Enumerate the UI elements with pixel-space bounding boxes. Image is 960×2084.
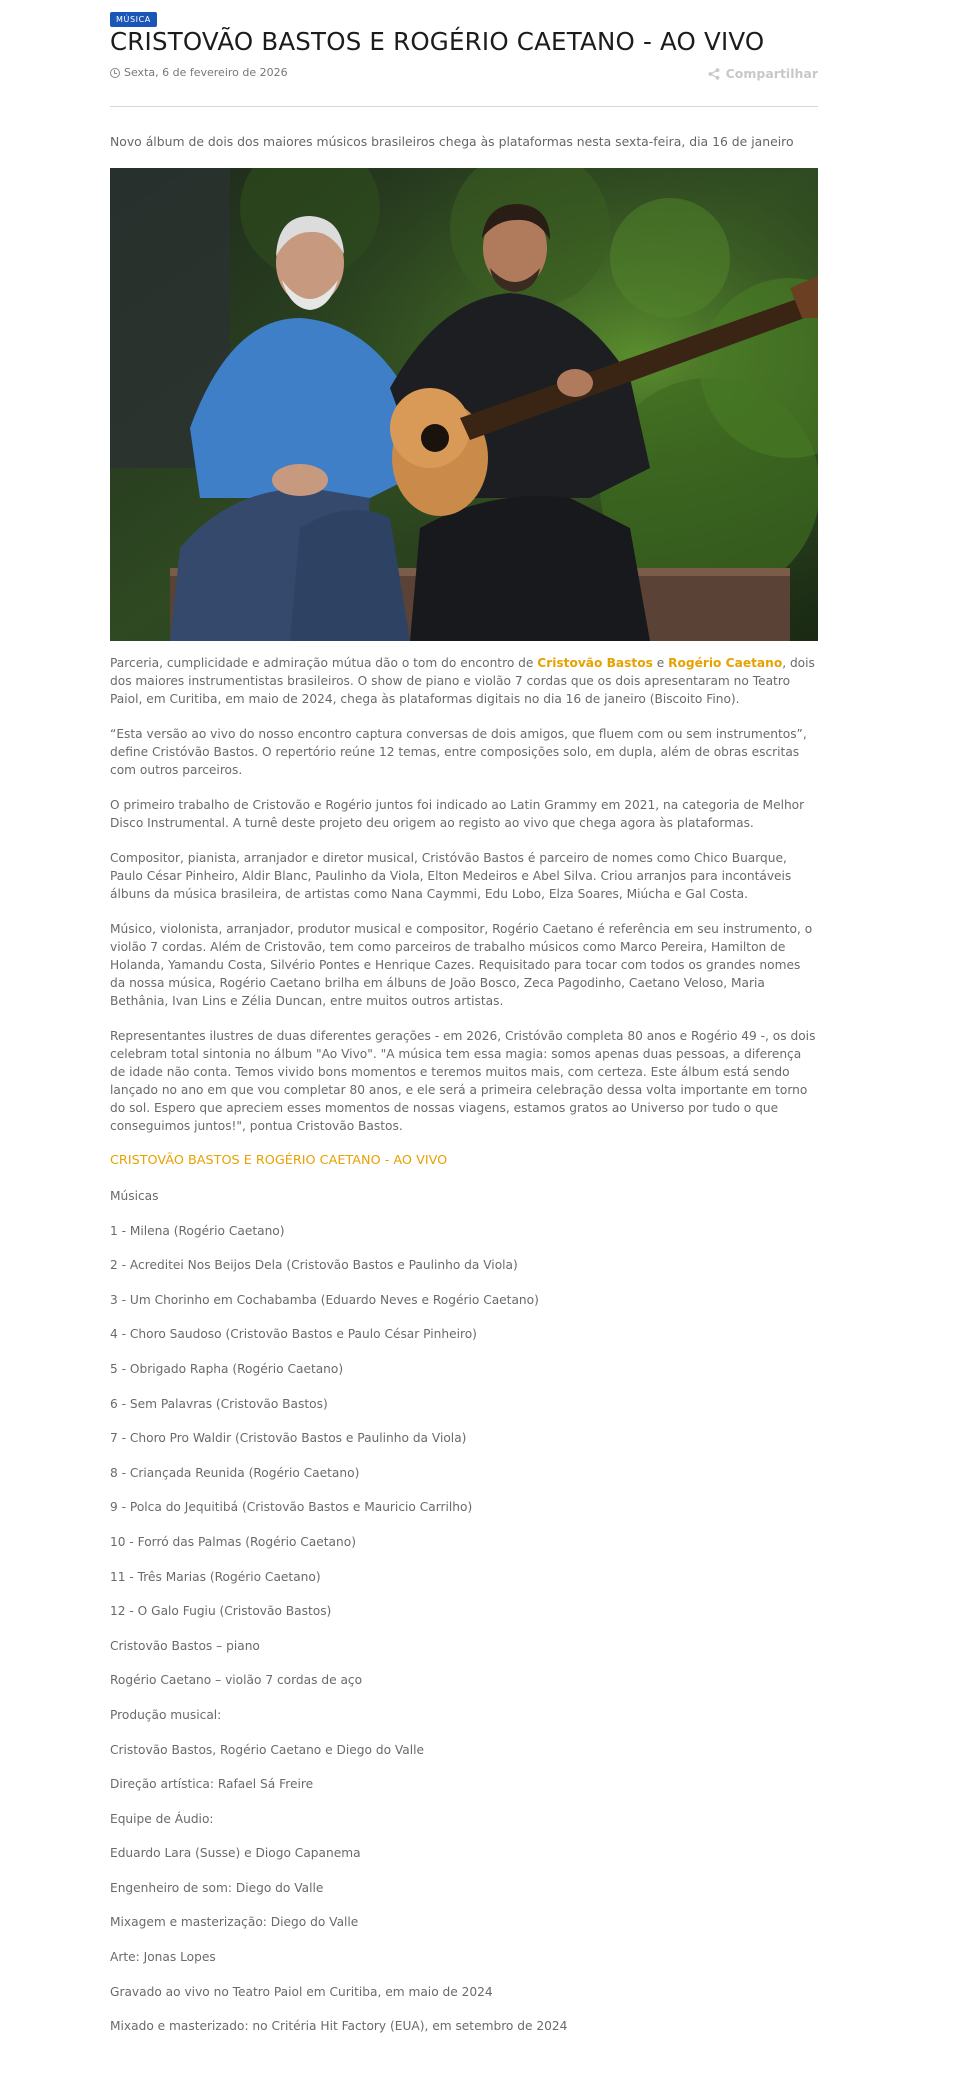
paragraph-6: Representantes ilustres de duas diferentes gerações - em 2026, Cristóvão completa 80 anos e Rogério 49 -, os dois celebram total sintonia no álbum "Ao Vivo". "A música tem essa magia: somos apenas duas pessoas, a diferença de idade não conta. Temos vivido bons momentos e teremos muitos mais, com certeza. Este álbum está sendo lançado no ano em que vou completar 80 anos, e ele será a primeira celebração dessa volta importante em torno do sol. Espero que apreciem esses momentos de nossas viagens, estamos gratos ao Universo por tudo o que conseguimos juntos!", pontua Cristovão Bastos.	[110, 1029, 816, 1133]
credit-line: Arte: Jonas Lopes	[110, 1950, 216, 1965]
article-photo	[110, 168, 818, 641]
credit-line: Engenheiro de som: Diego do Valle	[110, 1880, 324, 1895]
article-body	[110, 654, 818, 2052]
credit-line: 6 - Sem Palavras (Cristovão Bastos)	[110, 1396, 328, 1411]
credit-line: Gravado ao vivo no Teatro Paiol em Curitiba, em maio de 2024	[110, 1984, 493, 1999]
credit-line: 1 - Milena (Rogério Caetano)	[110, 1223, 285, 1238]
paragraph-5: Músico, violonista, arranjador, produtor musical e compositor, Rogério Caetano é referência em seu instrumento, o violão 7 cordas. Além de Cristovão, tem como parceiros de trabalho músicos como Marco Pereira, Hamilton de Holanda, Yamandu Costa, Silvério Pontes e Henrique Cazes. Requisitado para tocar com todos os grandes nomes da nossa música, Rogério Caetano brilha em álbuns de João Bosco, Zeca Pagodinho, Caetano Veloso, Maria Bethânia, Ivan Lins e Zélia Duncan, entre muitos outros artistas.	[110, 922, 813, 1008]
publish-date-text: Sexta, 6 de fevereiro de 2026	[124, 66, 288, 79]
share-label: Compartilhar	[725, 66, 818, 81]
share-button[interactable]	[708, 66, 818, 81]
credit-line: Equipe de Áudio:	[110, 1811, 214, 1826]
album-section-title: CRISTOVÃO BASTOS E ROGÉRIO CAETANO - AO VIVO	[110, 1153, 448, 1168]
credit-line: Músicas	[110, 1189, 159, 1203]
paragraph-1-and: e	[652, 656, 669, 670]
category-badge[interactable]: MÚSICA	[110, 12, 157, 27]
credit-line: Cristovão Bastos, Rogério Caetano e Diego do Valle	[110, 1742, 425, 1757]
credit-line: Produção musical:	[110, 1707, 222, 1722]
credit-line: 5 - Obrigado Rapha (Rogério Caetano)	[110, 1361, 344, 1376]
credit-line: 8 - Criançada Reunida (Rogério Caetano)	[110, 1465, 360, 1480]
credit-line: Mixado e masterizado: no Critéria Hit Factory (EUA), em setembro de 2024	[110, 2019, 568, 2034]
paragraph-4: Compositor, pianista, arranjador e diretor musical, Cristóvão Bastos é parceiro de nomes como Chico Buarque, Paulo César Pinheiro, Aldir Blanc, Paulinho da Viola, Elton Medeiros e Abel Silva. Criou arranjos para incontáveis álbuns da música brasileira, de artistas como Nana Caymmi, Edu Lobo, Elza Soares, Miúcha e Gal Costa.	[110, 851, 792, 901]
credit-line: 7 - Choro Pro Waldir (Cristovão Bastos e Paulinho da Viola)	[110, 1431, 467, 1446]
credit-line: 4 - Choro Saudoso (Cristovão Bastos e Paulo César Pinheiro)	[110, 1327, 477, 1342]
paragraph-1	[110, 654, 818, 708]
paragraph-1-rest: , dois dos maiores instrumentistas brasileiros. O show de piano e violão 7 cordas que os dois apresentaram no Teatro Paiol, em Curitiba, em maio de 2024, chega às plataformas digitais no dia 16 de janeiro (Biscoito Fino).	[110, 656, 815, 706]
article-subtitle: Novo álbum de dois dos maiores músicos brasileiros chega às plataformas nesta sexta-feira, dia 16 de janeiro	[110, 134, 794, 149]
credit-line: 3 - Um Chorinho em Cochabamba (Eduardo Neves e Rogério Caetano)	[110, 1292, 539, 1307]
credit-line: 10 - Forró das Palmas (Rogério Caetano)	[110, 1534, 356, 1549]
credit-line: Direção artística: Rafael Sá Freire	[110, 1777, 314, 1792]
link-cristovao-bastos[interactable]: Cristovão Bastos	[537, 656, 653, 670]
page-title: CRISTOVÃO BASTOS E ROGÉRIO CAETANO - AO VIVO	[110, 27, 765, 56]
clock-icon	[110, 68, 120, 78]
album-credits-list	[110, 1187, 818, 2052]
credit-line: Rogério Caetano – violão 7 cordas de aço	[110, 1673, 363, 1688]
link-rogerio-caetano[interactable]: Rogério Caetano	[668, 656, 783, 670]
credit-line: Cristovão Bastos – piano	[110, 1638, 260, 1653]
credit-line: 9 - Polca do Jequitibá (Cristovão Bastos e Mauricio Carrilho)	[110, 1500, 473, 1515]
header-divider	[110, 106, 818, 107]
paragraph-3: O primeiro trabalho de Cristovão e Rogério juntos foi indicado ao Latin Grammy em 2021, na categoria de Melhor Disco Instrumental. A turnê deste projeto deu origem ao registo ao vivo que chega agora às plataformas.	[110, 798, 805, 830]
publish-date	[110, 66, 288, 79]
credit-line: 2 - Acreditei Nos Beijos Dela (Cristovão Bastos e Paulinho da Viola)	[110, 1258, 518, 1273]
musicians-photo	[110, 168, 818, 641]
paragraph-1-text: Parceria, cumplicidade e admiração mútua dão o tom do encontro de	[110, 656, 538, 670]
credit-line: Mixagem e masterização: Diego do Valle	[110, 1915, 359, 1930]
credit-line: 12 - O Galo Fugiu (Cristovão Bastos)	[110, 1604, 332, 1619]
share-icon	[708, 68, 720, 80]
credit-line: Eduardo Lara (Susse) e Diogo Capanema	[110, 1846, 361, 1861]
credit-line: 11 - Três Marias (Rogério Caetano)	[110, 1569, 321, 1584]
paragraph-2: “Esta versão ao vivo do nosso encontro captura conversas de dois amigos, que fluem com ou sem instrumentos”, define Cristóvão Bastos. O repertório reúne 12 temas, entre composições solo, em dupla, além de obras escritas com outros parceiros.	[110, 727, 807, 777]
